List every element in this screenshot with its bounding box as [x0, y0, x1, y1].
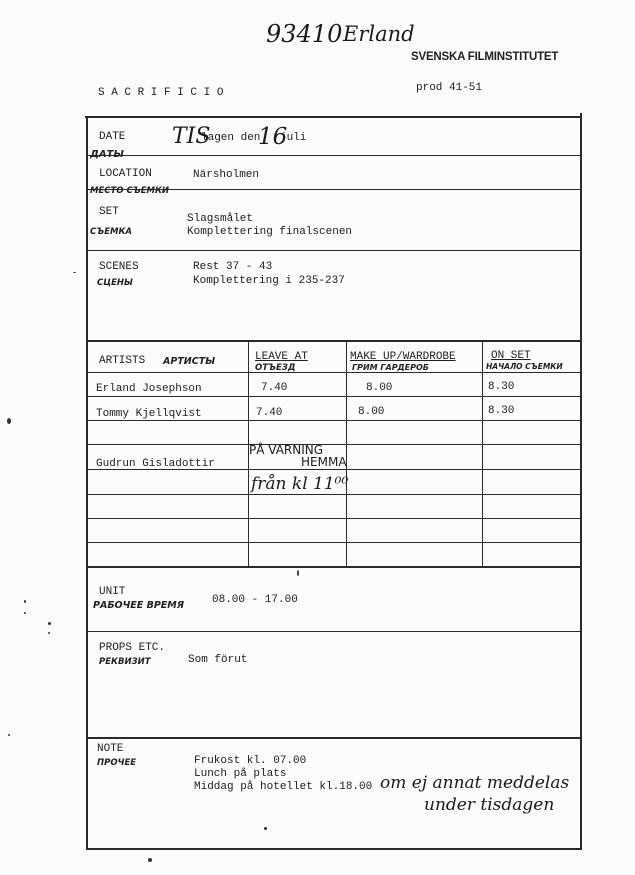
note-label: NOTE: [97, 743, 124, 755]
makeup-wardrobe-header-russian: ГРИМ ГАРДЕРОБ: [352, 363, 429, 372]
date-label-russian: ДАТЫ: [90, 149, 124, 160]
gudrun-artist: Gudrun Gisladottir: [96, 458, 215, 470]
row-1-onset: 8.30: [488, 381, 515, 393]
on-set-header-russian: НАЧАЛО СЪЕМКИ: [486, 362, 563, 371]
row-2-makeup: 8.00: [358, 406, 385, 418]
scenes-line-1: Rest 37 - 43: [193, 261, 273, 273]
gudrun-note-line-3: från kl 11⁰⁰: [251, 474, 349, 494]
note-label-russian: ПРОЧЕЕ: [97, 758, 137, 768]
date-label: DATE: [99, 131, 126, 143]
row-2-artist: Tommy Kjellqvist: [96, 408, 202, 420]
row-1-artist: Erland Josephson: [96, 383, 202, 395]
date-day-handwritten: 16: [258, 124, 288, 150]
handwritten-archive-number: 93410: [266, 20, 343, 48]
film-title: S A C R I F I C I O: [98, 87, 224, 99]
note-line-1: Frukost kl. 07.00: [194, 755, 307, 767]
location-value: Närsholmen: [193, 169, 260, 181]
set-label: SET: [99, 206, 119, 218]
date-text: lagen den: [201, 132, 261, 144]
scenes-line-2: Komplettering i 235-237: [193, 275, 345, 287]
note-line-3: Middag på hotellet kl.18.00: [194, 781, 373, 793]
props-label-russian: РЕКВИЗИТ: [99, 657, 151, 667]
makeup-wardrobe-header: MAKE UP/WARDROBE: [350, 351, 456, 363]
props-value: Som förut: [188, 654, 248, 666]
scenes-label: SCENES: [99, 261, 139, 273]
set-line-1: Slagsmålet: [187, 213, 254, 225]
unit-label: UNIT: [99, 586, 126, 598]
on-set-header: ON SET: [491, 350, 531, 362]
set-line-2: Komplettering finalscenen: [187, 226, 353, 238]
date-month: juli: [280, 132, 307, 144]
production-number: prod 41-51: [416, 82, 483, 94]
artists-header: ARTISTS: [99, 355, 146, 367]
row-1-leave: 7.40: [261, 382, 288, 394]
unit-value: 08.00 - 17.00: [212, 594, 298, 606]
row-2-leave: 7.40: [256, 407, 283, 419]
leave-at-header: LEAVE AT: [255, 351, 308, 363]
set-label-russian: СЪЕМКА: [90, 227, 133, 237]
institute-name: SVENSKA FILMINSTITUTET: [411, 51, 559, 63]
note-handwritten-line-1: om ej annat meddelas: [380, 773, 570, 793]
gudrun-note-line-2: HEMMA: [301, 455, 347, 469]
handwritten-name: Erland: [343, 22, 415, 46]
location-label-russian: МЕСТО СЪЕМКИ: [90, 186, 170, 196]
unit-label-russian: РАБОЧЕЕ ВРЕМЯ: [93, 600, 185, 611]
location-label: LOCATION: [99, 168, 152, 180]
row-2-onset: 8.30: [488, 405, 515, 417]
props-label: PROPS ETC.: [99, 642, 166, 654]
row-1-makeup: 8.00: [366, 382, 393, 394]
note-handwritten-line-2: under tisdagen: [424, 795, 555, 815]
date-weekday-handwritten: TIS: [172, 124, 211, 149]
artists-header-russian: АРТИСТЫ: [163, 356, 216, 367]
scenes-label-russian: СЦЕНЫ: [97, 278, 133, 288]
note-line-2: Lunch på plats: [194, 768, 287, 780]
leave-at-header-russian: ОТЪЕЗД: [255, 363, 296, 373]
gudrun-note-line-1: PÅ VARNING: [249, 443, 324, 457]
